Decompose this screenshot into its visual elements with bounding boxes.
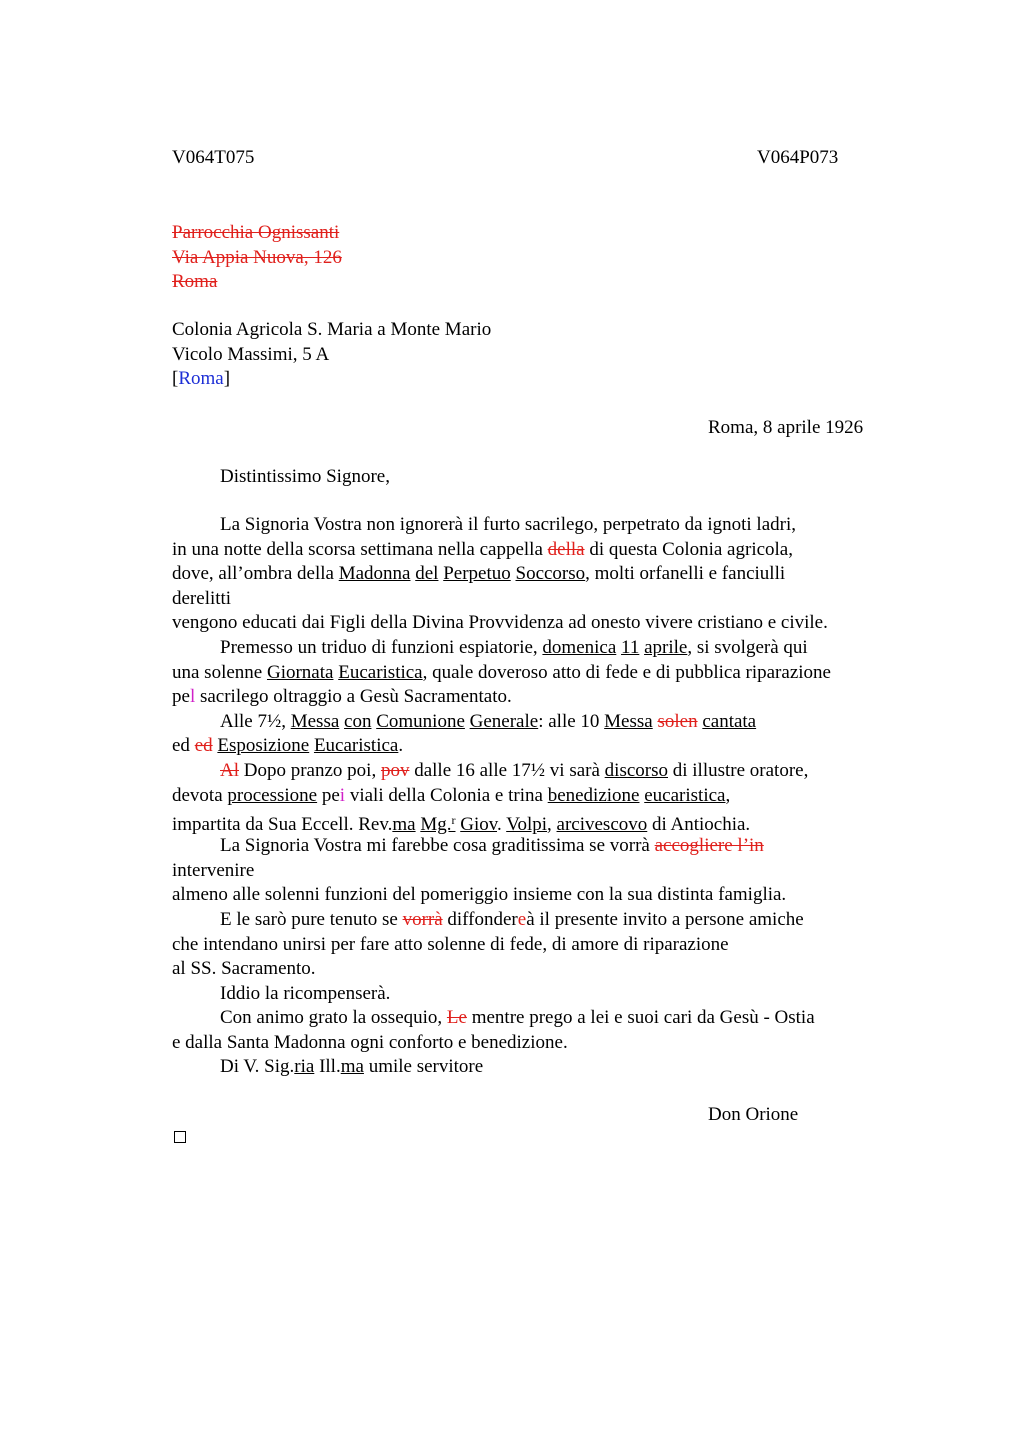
letter-body: [172, 513, 892, 1080]
body-line: che intendano unirsi per fare atto solenne di fede, di amore di riparazione: [172, 933, 729, 955]
body-line: Con animo grato la ossequio, Le mentre prego a lei e suoi cari da Gesù - Ostia: [220, 1007, 815, 1029]
address-city-line: [Roma]: [172, 368, 231, 390]
signature: Don Orione: [708, 1104, 799, 1125]
recipient-address: [172, 318, 892, 392]
address-line2: Vicolo Massimi, 5 A: [172, 343, 330, 365]
body-line: E le sarò pure tenuto se vorrà diffondereà il presente invito a persone amiche: [220, 908, 804, 930]
salutation: Distintissimo Signore,: [220, 466, 390, 487]
address-city: Roma: [178, 368, 224, 390]
deleted-address: [172, 221, 892, 295]
body-line: una solenne Giornata Eucaristica, quale doveroso atto di fede e di pubblica riparazione: [172, 661, 831, 683]
body-line: al SS. Sacramento.: [172, 958, 316, 980]
body-line: La Signoria Vostra mi farebbe cosa graditissima se vorrà accogliere l’in: [220, 835, 764, 857]
page-code: V064P073: [757, 147, 839, 168]
deleted-city: Roma: [172, 271, 218, 293]
body-line: vengono educati dai Figli della Divina Provvidenza ad onesto vivere cristiano e civile.: [172, 612, 828, 634]
body-line: Alle 7½, Messa con Comunione Generale: alle 10 Messa solen cantata: [220, 710, 757, 732]
body-line: e dalla Santa Madonna ogni conforto e benedizione.: [172, 1031, 568, 1053]
deleted-parish: Parrocchia Ognissanti: [172, 222, 340, 243]
body-line: in una notte della scorsa settimana nella cappella della di questa Colonia agricola,: [172, 538, 793, 560]
body-line: almeno alle solenni funzioni del pomeriggio insieme con la sua distinta famiglia.: [172, 884, 787, 906]
deleted-street: Via Appia Nuova, 126: [172, 246, 342, 268]
body-line: La Signoria Vostra non ignorerà il furto sacrilego, perpetrato da ignoti ladri,: [220, 514, 797, 535]
body-line: ed ed Esposizione Eucaristica.: [172, 735, 404, 757]
body-line: impartita da Sua Eccell. Rev.ma Mg.$^r$ Giov. Volpi, arcivescovo di Antiochia.: [172, 813, 751, 836]
body-line: Al Dopo pranzo poi, pov dalle 16 alle 17½ vi sarà discorso di illustre oratore,: [220, 759, 809, 781]
body-line: intervenire: [172, 859, 255, 881]
document-code: V064T075: [172, 147, 255, 168]
letter-date: Roma, 8 aprile 1926: [708, 417, 864, 438]
checkbox-square-icon: [174, 1131, 186, 1143]
body-line: derelitti: [172, 587, 232, 609]
body-line: dove, all’ombra della Madonna del Perpetuo Soccorso, molti orfanelli e fanciulli: [172, 563, 786, 585]
body-line: Premesso un triduo di funzioni espiatorie, domenica 11 aprile, si svolgerà qui: [220, 636, 808, 658]
body-line: pel sacrilego oltraggio a Gesù Sacramentato.: [172, 686, 512, 708]
body-line: Iddio la ricompenserà.: [220, 982, 391, 1004]
body-line: devota processione pei viali della Colonia e trina benedizione eucaristica,: [172, 784, 731, 806]
closing-line: Di V. Sig.ria Ill.ma umile servitore: [220, 1056, 484, 1078]
address-line1: Colonia Agricola S. Maria a Monte Mario: [172, 319, 492, 340]
